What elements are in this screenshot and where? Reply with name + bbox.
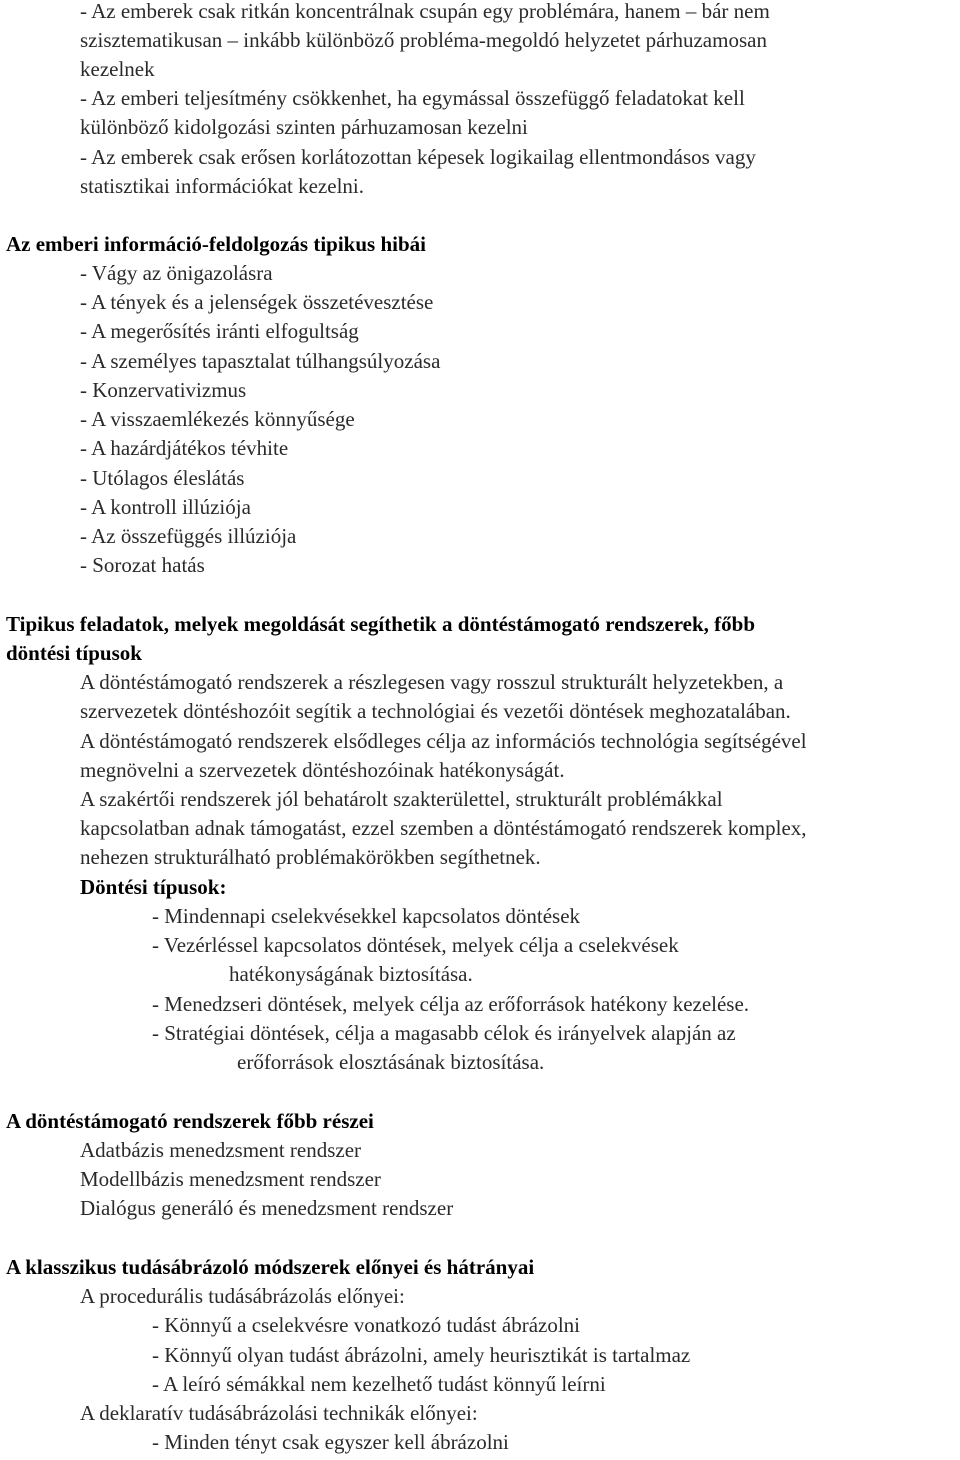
list-item: - Vezérléssel kapcsolatos döntések, melyek célja a cselekvések <box>152 933 679 957</box>
subsection-heading: A procedurális tudásábrázolás előnyei: <box>80 1284 405 1308</box>
text-line: különböző kidolgozási szinten párhuzamosan kezelni <box>80 115 528 139</box>
section-heading: A klasszikus tudásábrázoló módszerek előnyei és hátrányai <box>6 1255 535 1279</box>
list-item: - Könnyű a cselekvésre vonatkozó tudást ábrázolni <box>152 1313 581 1337</box>
list-item: - Minden tényt csak egyszer kell ábrázolni <box>152 1430 509 1454</box>
list-item: - Sorozat hatás <box>80 553 205 577</box>
section-heading-continued: döntési típusok <box>6 641 142 665</box>
list-item: - A hazárdjátékos tévhite <box>80 436 289 460</box>
list-item: - Az összefüggés illúziója <box>80 524 297 548</box>
paragraph-line: A döntéstámogató rendszerek elsődleges célja az információs technológia segítségével <box>80 729 807 753</box>
list-item: - Vágy az önigazolásra <box>80 261 273 285</box>
section-heading: Az emberi információ-feldolgozás tipikus hibái <box>6 232 426 256</box>
list-item: - Mindennapi cselekvésekkel kapcsolatos döntések <box>152 904 581 928</box>
paragraph-line: megnövelni a szervezetek döntéshozóinak hatékonyságát. <box>80 758 565 782</box>
list-item: - Utólagos éleslátás <box>80 466 245 490</box>
list-item-continued: erőforrások elosztásának biztosítása. <box>237 1050 545 1074</box>
list-item: - Stratégiai döntések, célja a magasabb célok és irányelvek alapján az <box>152 1021 736 1045</box>
list-item: - A leíró sémákkal nem kezelhető tudást könnyű leírni <box>152 1372 606 1396</box>
paragraph-line: A szakértői rendszerek jól behatárolt szakterülettel, strukturált problémákkal <box>80 787 723 811</box>
list-item: Modellbázis menedzsment rendszer <box>80 1167 381 1191</box>
subsection-heading: Döntési típusok: <box>80 875 227 899</box>
text-line: - Az emberek csak ritkán koncentrálnak csupán egy problémára, hanem – bár nem <box>80 0 770 23</box>
list-item: - Könnyű olyan tudást ábrázolni, amely heurisztikát is tartalmaz <box>152 1343 691 1367</box>
list-item: Adatbázis menedzsment rendszer <box>80 1138 362 1162</box>
section-heading: A döntéstámogató rendszerek főbb részei <box>6 1109 374 1133</box>
text-line: - Az emberek csak erősen korlátozottan képesek logikailag ellentmondásos vagy <box>80 145 756 169</box>
paragraph-line: A döntéstámogató rendszerek a részlegesen vagy rosszul strukturált helyzetekben, a <box>80 670 784 694</box>
subsection-heading: A deklaratív tudásábrázolási technikák előnyei: <box>80 1401 478 1425</box>
paragraph-line: nehezen strukturálható problémakörökben segíthetnek. <box>80 845 541 869</box>
text-line: kezelnek <box>80 57 155 81</box>
text-line: szisztematikusan – inkább különböző probléma-megoldó helyzetet párhuzamosan <box>80 28 767 52</box>
list-item-continued: hatékonyságának biztosítása. <box>229 962 473 986</box>
text-line: - Az emberi teljesítmény csökkenhet, ha egymással összefüggő feladatokat kell <box>80 86 745 110</box>
list-item: - A tények és a jelenségek összetévesztése <box>80 290 434 314</box>
list-item: - A személyes tapasztalat túlhangsúlyozása <box>80 349 441 373</box>
list-item: - Konzervativizmus <box>80 378 247 402</box>
paragraph-line: kapcsolatban adnak támogatást, ezzel szemben a döntéstámogató rendszerek komplex, <box>80 816 807 840</box>
paragraph-line: szervezetek döntéshozóit segítik a technológiai és vezetői döntések meghozatalában. <box>80 699 791 723</box>
list-item: Dialógus generáló és menedzsment rendszer <box>80 1196 454 1220</box>
list-item: - A megerősítés iránti elfogultság <box>80 319 359 343</box>
list-item: - A visszaemlékezés könnyűsége <box>80 407 355 431</box>
section-heading: Tipikus feladatok, melyek megoldását segíthetik a döntéstámogató rendszerek, főbb <box>6 612 756 636</box>
list-item: - Menedzseri döntések, melyek célja az erőforrások hatékony kezelése. <box>152 992 750 1016</box>
text-line: statisztikai információkat kezelni. <box>80 174 364 198</box>
list-item: - A kontroll illúziója <box>80 495 251 519</box>
